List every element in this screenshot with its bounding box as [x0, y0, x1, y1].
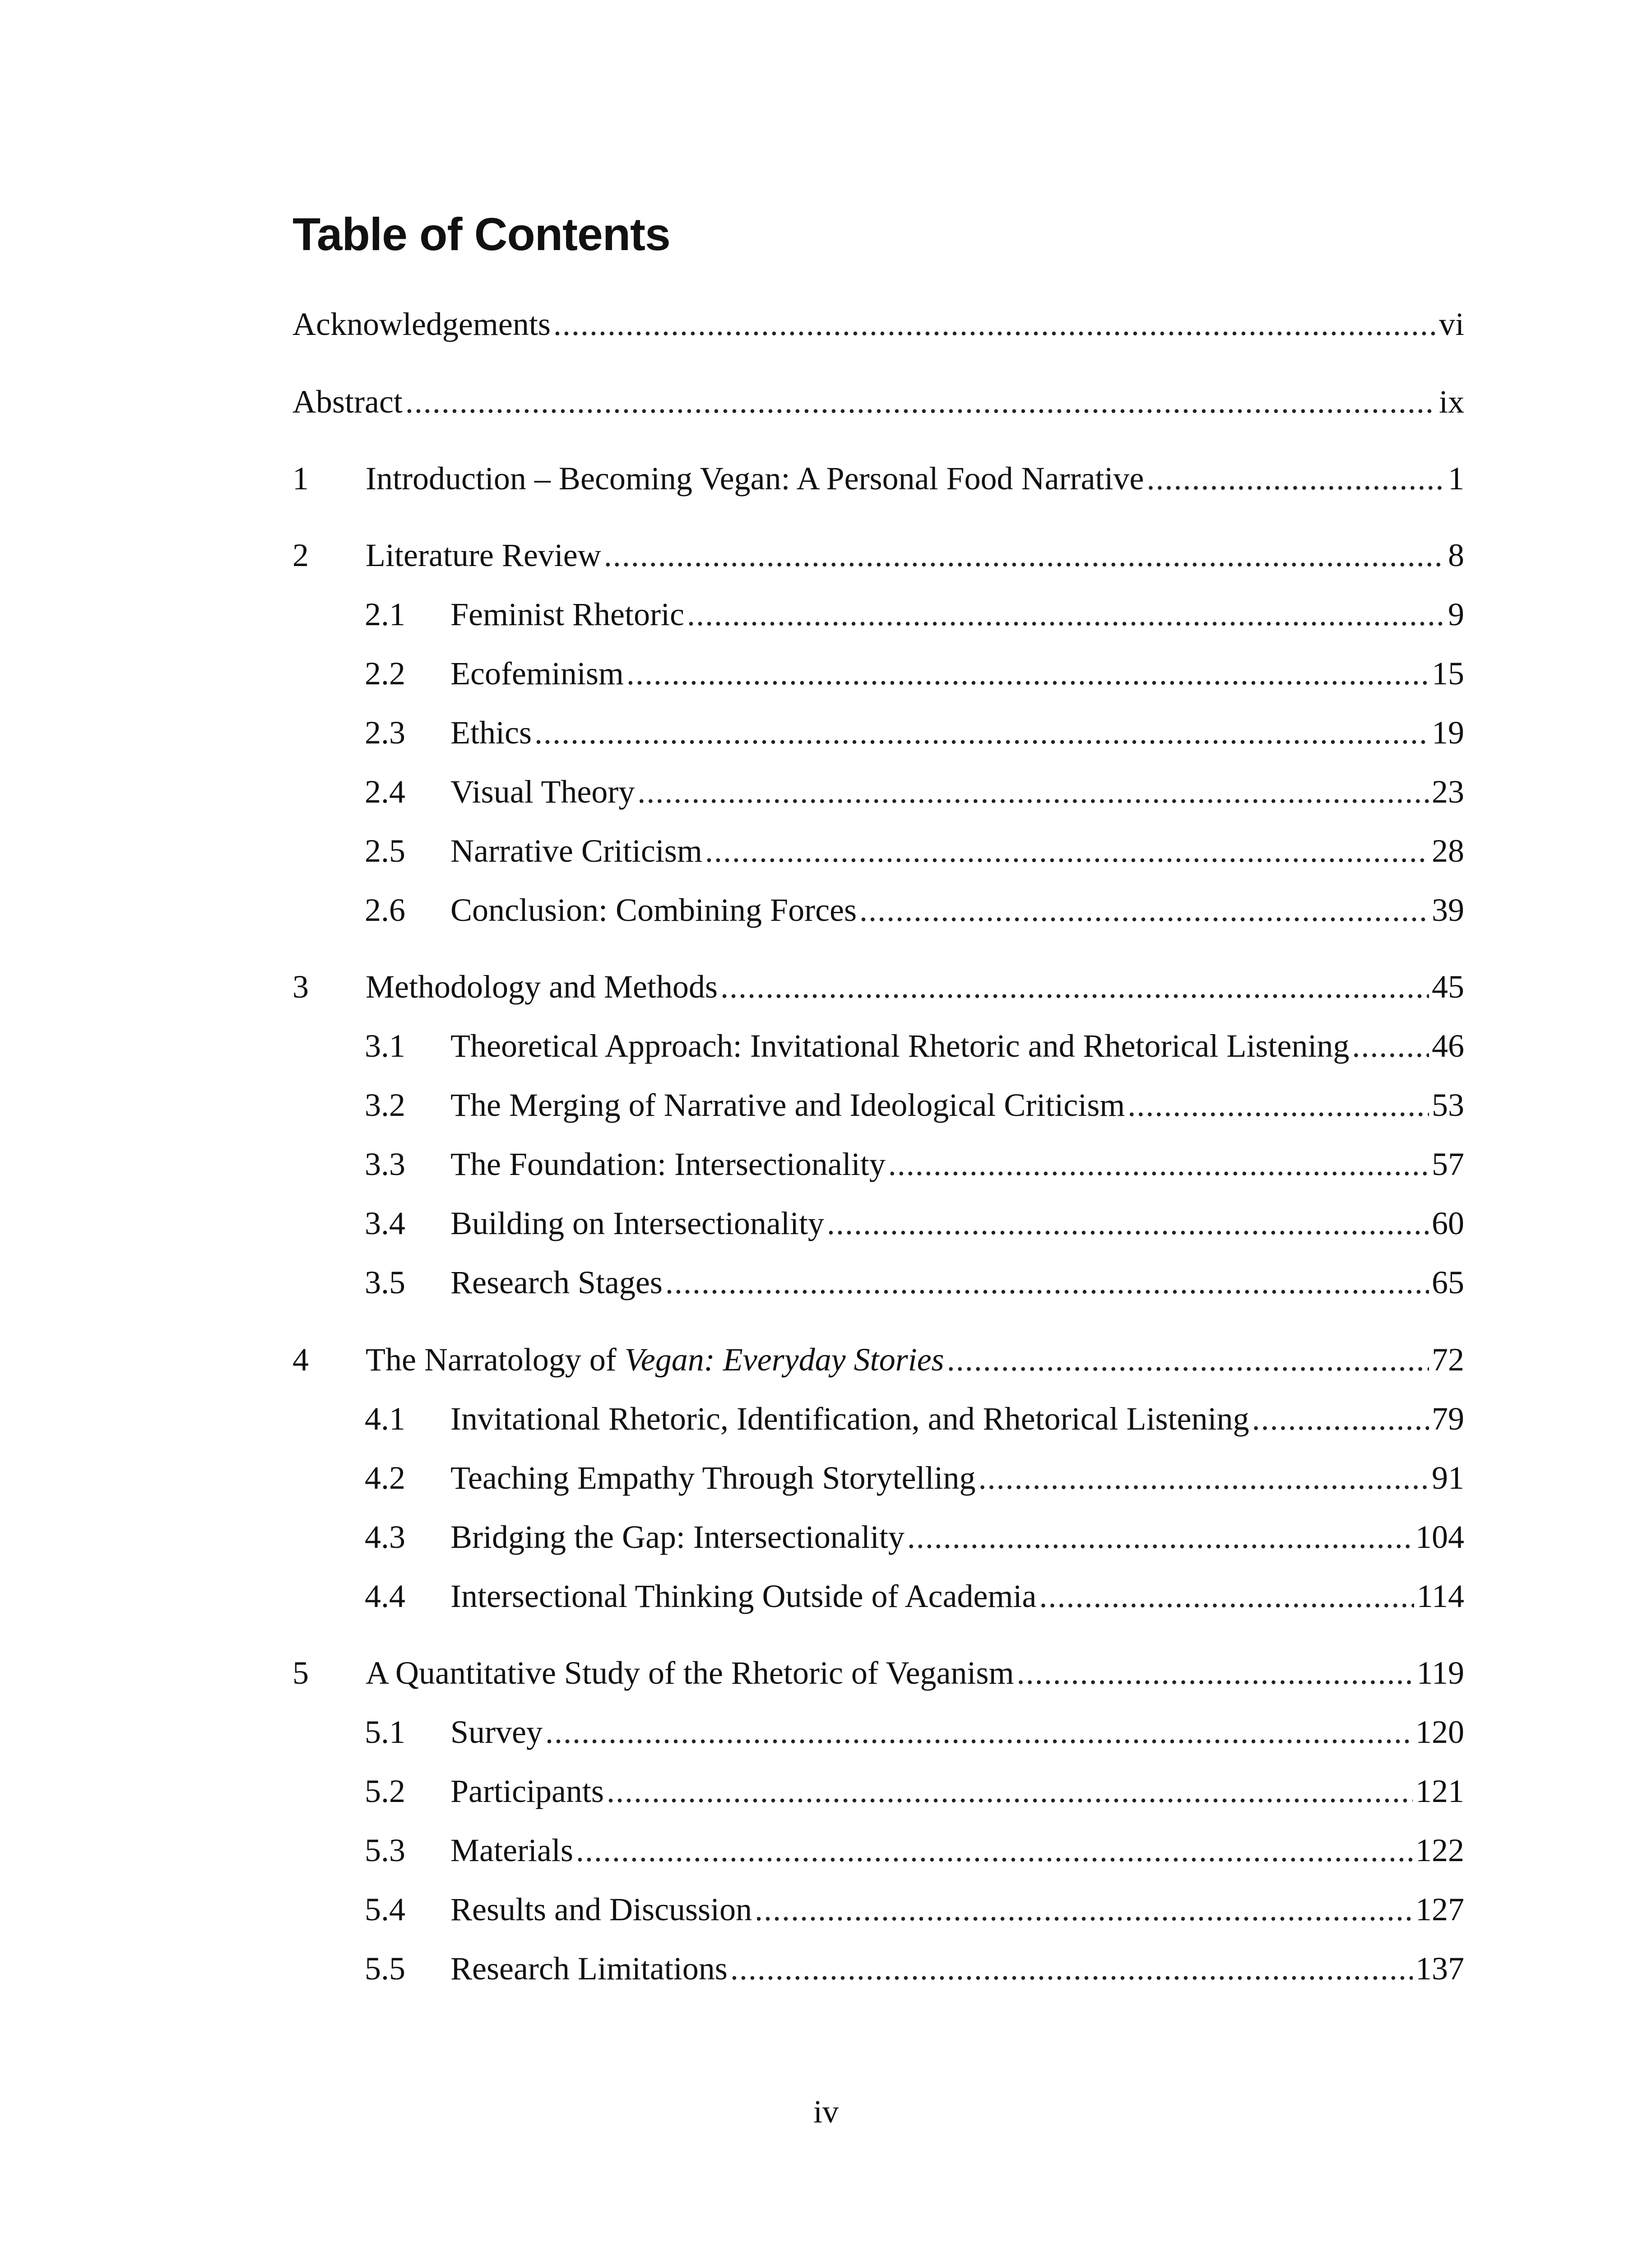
toc-entry-label: Results and Discussion — [450, 1891, 752, 1927]
toc-page-number: 8 — [1448, 537, 1464, 573]
toc-page-number: vi — [1439, 306, 1464, 342]
toc-page-number: 104 — [1415, 1519, 1464, 1555]
toc-chapter-number: 4 — [292, 1342, 309, 1378]
toc-section-number: 4.4 — [365, 1578, 405, 1614]
toc-page-number: 57 — [1432, 1146, 1464, 1182]
dot-leader — [705, 828, 1429, 873]
toc-page-number: 46 — [1432, 1028, 1464, 1064]
toc-entry-label: Introduction – Becoming Vegan: A Personal Food Narrative — [366, 460, 1144, 497]
dot-leader — [1016, 1650, 1414, 1695]
toc-page-number: 127 — [1415, 1891, 1464, 1927]
toc-section-number: 2.4 — [365, 774, 405, 810]
toc-page-number: 53 — [1432, 1087, 1464, 1123]
toc-entry-chapter-1[interactable] — [292, 456, 1464, 501]
toc-section-number: 5.4 — [365, 1891, 405, 1927]
toc-entry-acknowledgements[interactable] — [292, 302, 1464, 347]
toc-entry-section-5-5[interactable] — [365, 1946, 1464, 1991]
toc-entry-label: Conclusion: Combining Forces — [450, 892, 857, 928]
toc-entry-label: Acknowledgements — [292, 306, 551, 342]
toc-entry-section-2-6[interactable] — [365, 887, 1464, 933]
toc-section-number: 3.4 — [365, 1205, 405, 1241]
toc-entry-label: A Quantitative Study of the Rhetoric of Veganism — [366, 1655, 1014, 1691]
toc-entry-section-2-3[interactable] — [365, 710, 1464, 755]
dot-leader — [534, 710, 1429, 755]
toc-entry-label: Literature Review — [366, 537, 601, 573]
toc-chapter-number: 2 — [292, 537, 309, 573]
toc-page-number: 137 — [1415, 1950, 1464, 1987]
toc-page-number: 114 — [1416, 1578, 1464, 1614]
dot-leader — [907, 1514, 1413, 1560]
toc-entry-section-3-4[interactable] — [365, 1201, 1464, 1246]
toc-entry-label: Feminist Rhetoric — [450, 596, 684, 632]
dot-leader — [576, 1828, 1413, 1873]
toc-entry-section-5-1[interactable] — [365, 1709, 1464, 1755]
toc-section-number: 2.2 — [365, 655, 405, 692]
toc-entry-chapter-2[interactable] — [292, 533, 1464, 578]
dot-leader — [545, 1709, 1413, 1755]
toc-page-number: 79 — [1432, 1401, 1464, 1437]
toc-section-number: 3.5 — [365, 1264, 405, 1300]
toc-entry-label: Research Stages — [450, 1264, 663, 1300]
toc-page-number: 39 — [1432, 892, 1464, 928]
toc-entry-chapter-3[interactable] — [292, 964, 1464, 1009]
toc-entry-label: Participants — [450, 1773, 604, 1809]
toc-entry-section-5-3[interactable] — [365, 1828, 1464, 1873]
toc-entry-label-italic: Vegan: Everyday Stories — [624, 1342, 944, 1378]
toc-entry-label: Ecofeminism — [450, 655, 624, 692]
toc-section-number: 5.1 — [365, 1714, 405, 1750]
toc-entry-section-3-1[interactable] — [365, 1023, 1464, 1068]
toc-entry-section-4-1[interactable] — [365, 1396, 1464, 1441]
toc-section-number: 3.3 — [365, 1146, 405, 1182]
toc-entry-label: The Foundation: Intersectionality — [450, 1146, 886, 1182]
dot-leader — [1039, 1574, 1414, 1619]
dot-leader — [978, 1455, 1429, 1500]
toc-entry-chapter-5[interactable] — [292, 1650, 1464, 1695]
toc-section-number: 2.5 — [365, 833, 405, 869]
toc-entry-section-2-5[interactable] — [365, 828, 1464, 873]
toc-entry-label: Building on Intersectionality — [450, 1205, 824, 1241]
dot-leader — [637, 769, 1429, 814]
toc-entry-chapter-4[interactable] — [292, 1337, 1464, 1382]
toc-page-number: 119 — [1416, 1655, 1464, 1691]
toc-entry-label: Visual Theory — [450, 774, 635, 810]
dot-leader — [730, 1946, 1413, 1991]
toc-entry-label: Intersectional Thinking Outside of Academia — [450, 1578, 1037, 1614]
dot-leader — [755, 1887, 1413, 1932]
toc-entry-label: Methodology and Methods — [366, 969, 718, 1005]
toc-entry-label: Narrative Criticism — [450, 833, 702, 869]
toc-section-number: 4.3 — [365, 1519, 405, 1555]
toc-entry-label: Ethics — [450, 715, 532, 751]
dot-leader — [665, 1260, 1429, 1305]
dot-leader — [859, 887, 1429, 933]
dot-leader — [626, 651, 1429, 696]
toc-entry-label: Theoretical Approach: Invitational Rhetoric and Rhetorical Listening — [450, 1028, 1350, 1064]
toc-section-number: 2.1 — [365, 596, 405, 632]
dot-leader — [720, 964, 1429, 1009]
toc-chapter-number: 3 — [292, 969, 309, 1005]
dot-leader — [1252, 1396, 1429, 1441]
toc-page-number: 60 — [1432, 1205, 1464, 1241]
toc-entry-abstract[interactable] — [292, 379, 1464, 424]
toc-entry-label: Research Limitations — [450, 1950, 728, 1987]
toc-section-number: 3.2 — [365, 1087, 405, 1123]
toc-entry-label: Abstract — [292, 384, 403, 420]
toc-entry-label: Survey — [450, 1714, 543, 1750]
toc-entry-section-2-4[interactable] — [365, 769, 1464, 814]
toc-page-number: 120 — [1415, 1714, 1464, 1750]
toc-section-number: 5.2 — [365, 1773, 405, 1809]
toc-entry-label-prefix: The Narratology of — [366, 1342, 625, 1378]
toc-page-number: 65 — [1432, 1264, 1464, 1300]
dot-leader — [405, 379, 1436, 424]
dot-leader — [607, 1769, 1413, 1814]
toc-entry-label: Materials — [450, 1832, 573, 1868]
dot-leader — [604, 533, 1445, 578]
toc-entry-section-4-4[interactable] — [365, 1574, 1464, 1619]
toc-entry-section-3-3[interactable] — [365, 1142, 1464, 1187]
toc-page-number: 15 — [1432, 655, 1464, 692]
toc-page-number: 72 — [1432, 1342, 1464, 1378]
toc-page-number: 121 — [1415, 1773, 1464, 1809]
toc-entry-label — [366, 1337, 944, 1382]
dot-leader — [1352, 1023, 1429, 1068]
toc-entry-label: Invitational Rhetoric, Identification, and Rhetorical Listening — [450, 1401, 1249, 1437]
dot-leader — [687, 592, 1445, 637]
dot-leader — [888, 1142, 1429, 1187]
toc-entry-section-5-4[interactable] — [365, 1887, 1464, 1932]
toc-section-number: 2.3 — [365, 715, 405, 751]
toc-entry-section-3-5[interactable] — [365, 1260, 1464, 1305]
toc-entry-label: Teaching Empathy Through Storytelling — [450, 1460, 976, 1496]
toc-entry-label: The Merging of Narrative and Ideological Criticism — [450, 1087, 1125, 1123]
dot-leader — [947, 1337, 1429, 1382]
toc-page-number: 9 — [1448, 596, 1464, 632]
toc-page-number: 91 — [1432, 1460, 1464, 1496]
toc-chapter-number: 1 — [292, 460, 309, 497]
toc-page-number: 122 — [1415, 1832, 1464, 1868]
page-title: Table of Contents — [292, 209, 670, 260]
toc-page-number: 1 — [1448, 460, 1464, 497]
toc-section-number: 5.5 — [365, 1950, 405, 1987]
toc-section-number: 5.3 — [365, 1832, 405, 1868]
toc-section-number: 3.1 — [365, 1028, 405, 1064]
dot-leader — [1128, 1082, 1429, 1128]
toc-chapter-number: 5 — [292, 1655, 309, 1691]
toc-entry-section-4-3[interactable] — [365, 1514, 1464, 1560]
toc-page-number: 19 — [1432, 715, 1464, 751]
dot-leader — [1146, 456, 1445, 501]
toc-page-number: ix — [1439, 384, 1464, 420]
toc-entry-label: Bridging the Gap: Intersectionality — [450, 1519, 905, 1555]
toc-entry-section-5-2[interactable] — [365, 1769, 1464, 1814]
dot-leader — [827, 1201, 1429, 1246]
toc-entry-section-4-2[interactable] — [365, 1455, 1464, 1500]
page-number-footer: iv — [813, 2094, 839, 2130]
toc-entry-section-2-1[interactable] — [365, 592, 1464, 637]
toc-section-number: 4.1 — [365, 1401, 405, 1437]
toc-page-number: 28 — [1432, 833, 1464, 869]
toc-entry-section-3-2[interactable] — [365, 1082, 1464, 1128]
toc-section-number: 4.2 — [365, 1460, 405, 1496]
toc-page-number: 23 — [1432, 774, 1464, 810]
toc-section-number: 2.6 — [365, 892, 405, 928]
toc-entry-section-2-2[interactable] — [365, 651, 1464, 696]
toc-page-number: 45 — [1432, 969, 1464, 1005]
dot-leader — [553, 302, 1436, 347]
